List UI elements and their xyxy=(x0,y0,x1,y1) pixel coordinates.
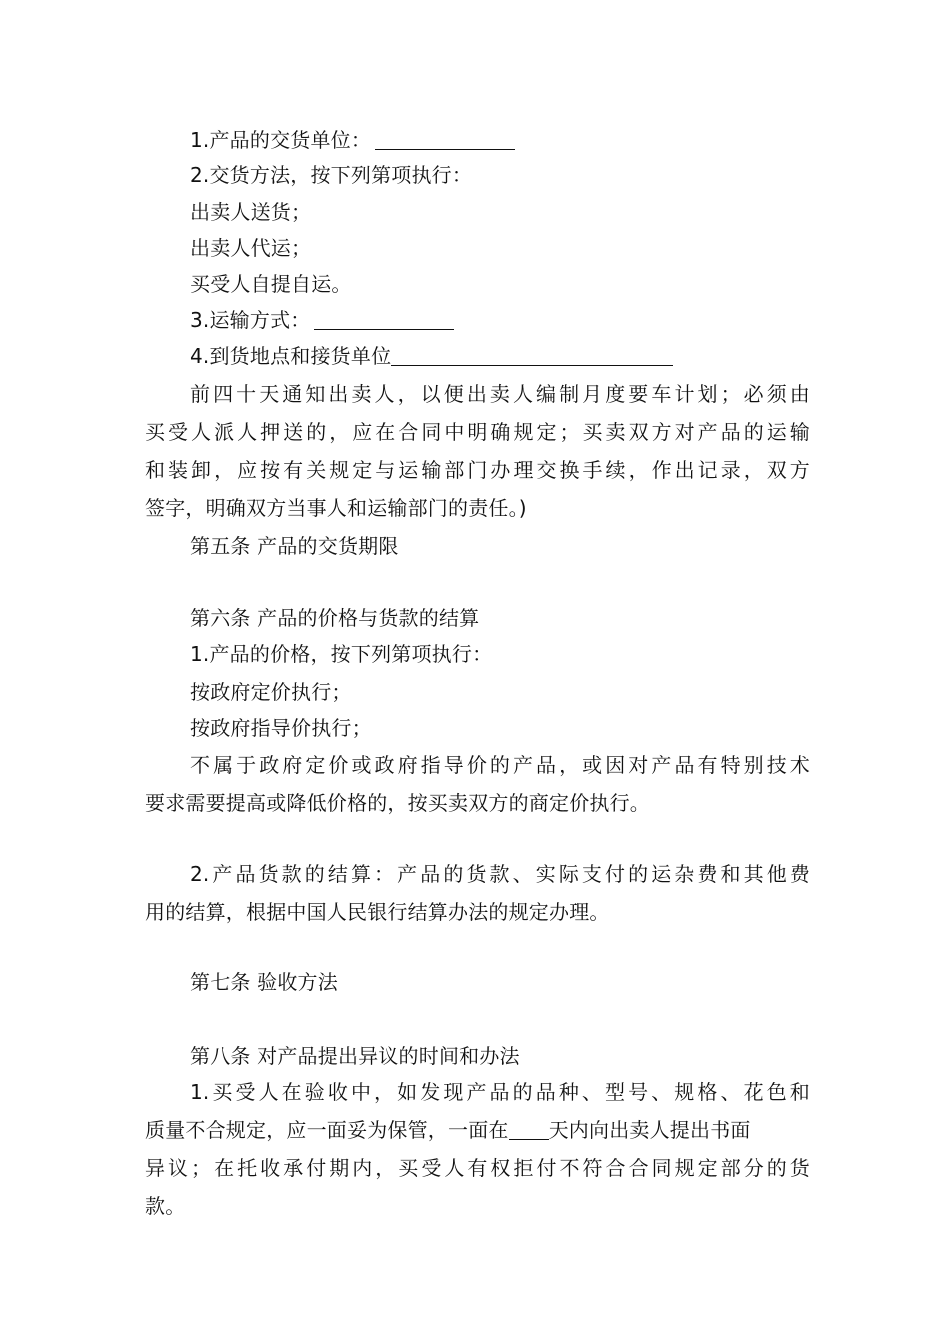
blank-underline xyxy=(391,341,673,366)
paragraph-line: 买受人派人押送的，应在合同中明确规定；买卖双方对产品的运输 xyxy=(145,420,810,444)
article-heading: 第七条 验收方法 xyxy=(190,970,338,994)
option-government-price: 按政府定价执行； xyxy=(190,680,352,704)
article-heading: 第六条 产品的价格与货款的结算 xyxy=(190,606,480,630)
article-heading: 第五条 产品的交货期限 xyxy=(190,534,399,558)
days-blank-underline xyxy=(509,1115,549,1140)
paragraph-line: 不属于政府定价或政府指导价的产品，或因对产品有特别技术 xyxy=(190,753,810,777)
paragraph-line: 要求需要提高或降低价格的，按买卖双方的商定价执行。 xyxy=(145,791,650,815)
option-government-guidance: 按政府指导价执行； xyxy=(190,716,372,740)
paragraph-line: 异议；在托收承付期内，买受人有权拒付不符合合同规定部分的货 xyxy=(145,1156,810,1180)
option-seller-ships: 出卖人代运； xyxy=(190,236,312,260)
paragraph-line: 款。 xyxy=(145,1194,186,1218)
objection-text-end: 天内向出卖人提出书面 xyxy=(548,1118,751,1142)
transport-method-label: 3.运输方式： xyxy=(190,308,311,332)
arrival-place-line xyxy=(190,337,810,375)
price-line: 1.产品的价格，按下列第项执行： xyxy=(190,642,493,666)
transport-method-line xyxy=(190,301,810,339)
option-seller-delivers: 出卖人送货； xyxy=(190,200,312,224)
delivery-unit-label: 1.产品的交货单位： xyxy=(190,128,372,152)
option-buyer-pickup: 买受人自提自运。 xyxy=(190,272,352,296)
paragraph-line: 和装卸，应按有关规定与运输部门办理交换手续，作出记录，双方 xyxy=(145,458,810,482)
delivery-unit-line xyxy=(190,121,810,159)
paragraph-line: 用的结算，根据中国人民银行结算办法的规定办理。 xyxy=(145,900,610,924)
paragraph-line: 1.买受人在验收中，如发现产品的品种、型号、规格、花色和 xyxy=(190,1080,810,1104)
paragraph-line: 2.产品货款的结算：产品的货款、实际支付的运杂费和其他费 xyxy=(190,862,810,886)
paragraph-line: 前四十天通知出卖人，以便出卖人编制月度要车计划；必须由 xyxy=(190,382,810,406)
paragraph-line xyxy=(145,1111,810,1149)
arrival-place-label: 4.到货地点和接货单位 xyxy=(190,344,392,368)
delivery-method-line: 2.交货方法，按下列第项执行： xyxy=(190,163,473,187)
blank-underline xyxy=(314,305,454,330)
paragraph-line: 签字，明确双方当事人和运输部门的责任。) xyxy=(145,496,527,520)
article-heading: 第八条 对产品提出异议的时间和办法 xyxy=(190,1044,520,1068)
blank-underline xyxy=(375,125,515,150)
objection-text-start: 质量不合规定，应一面妥为保管，一面在 xyxy=(145,1118,509,1142)
